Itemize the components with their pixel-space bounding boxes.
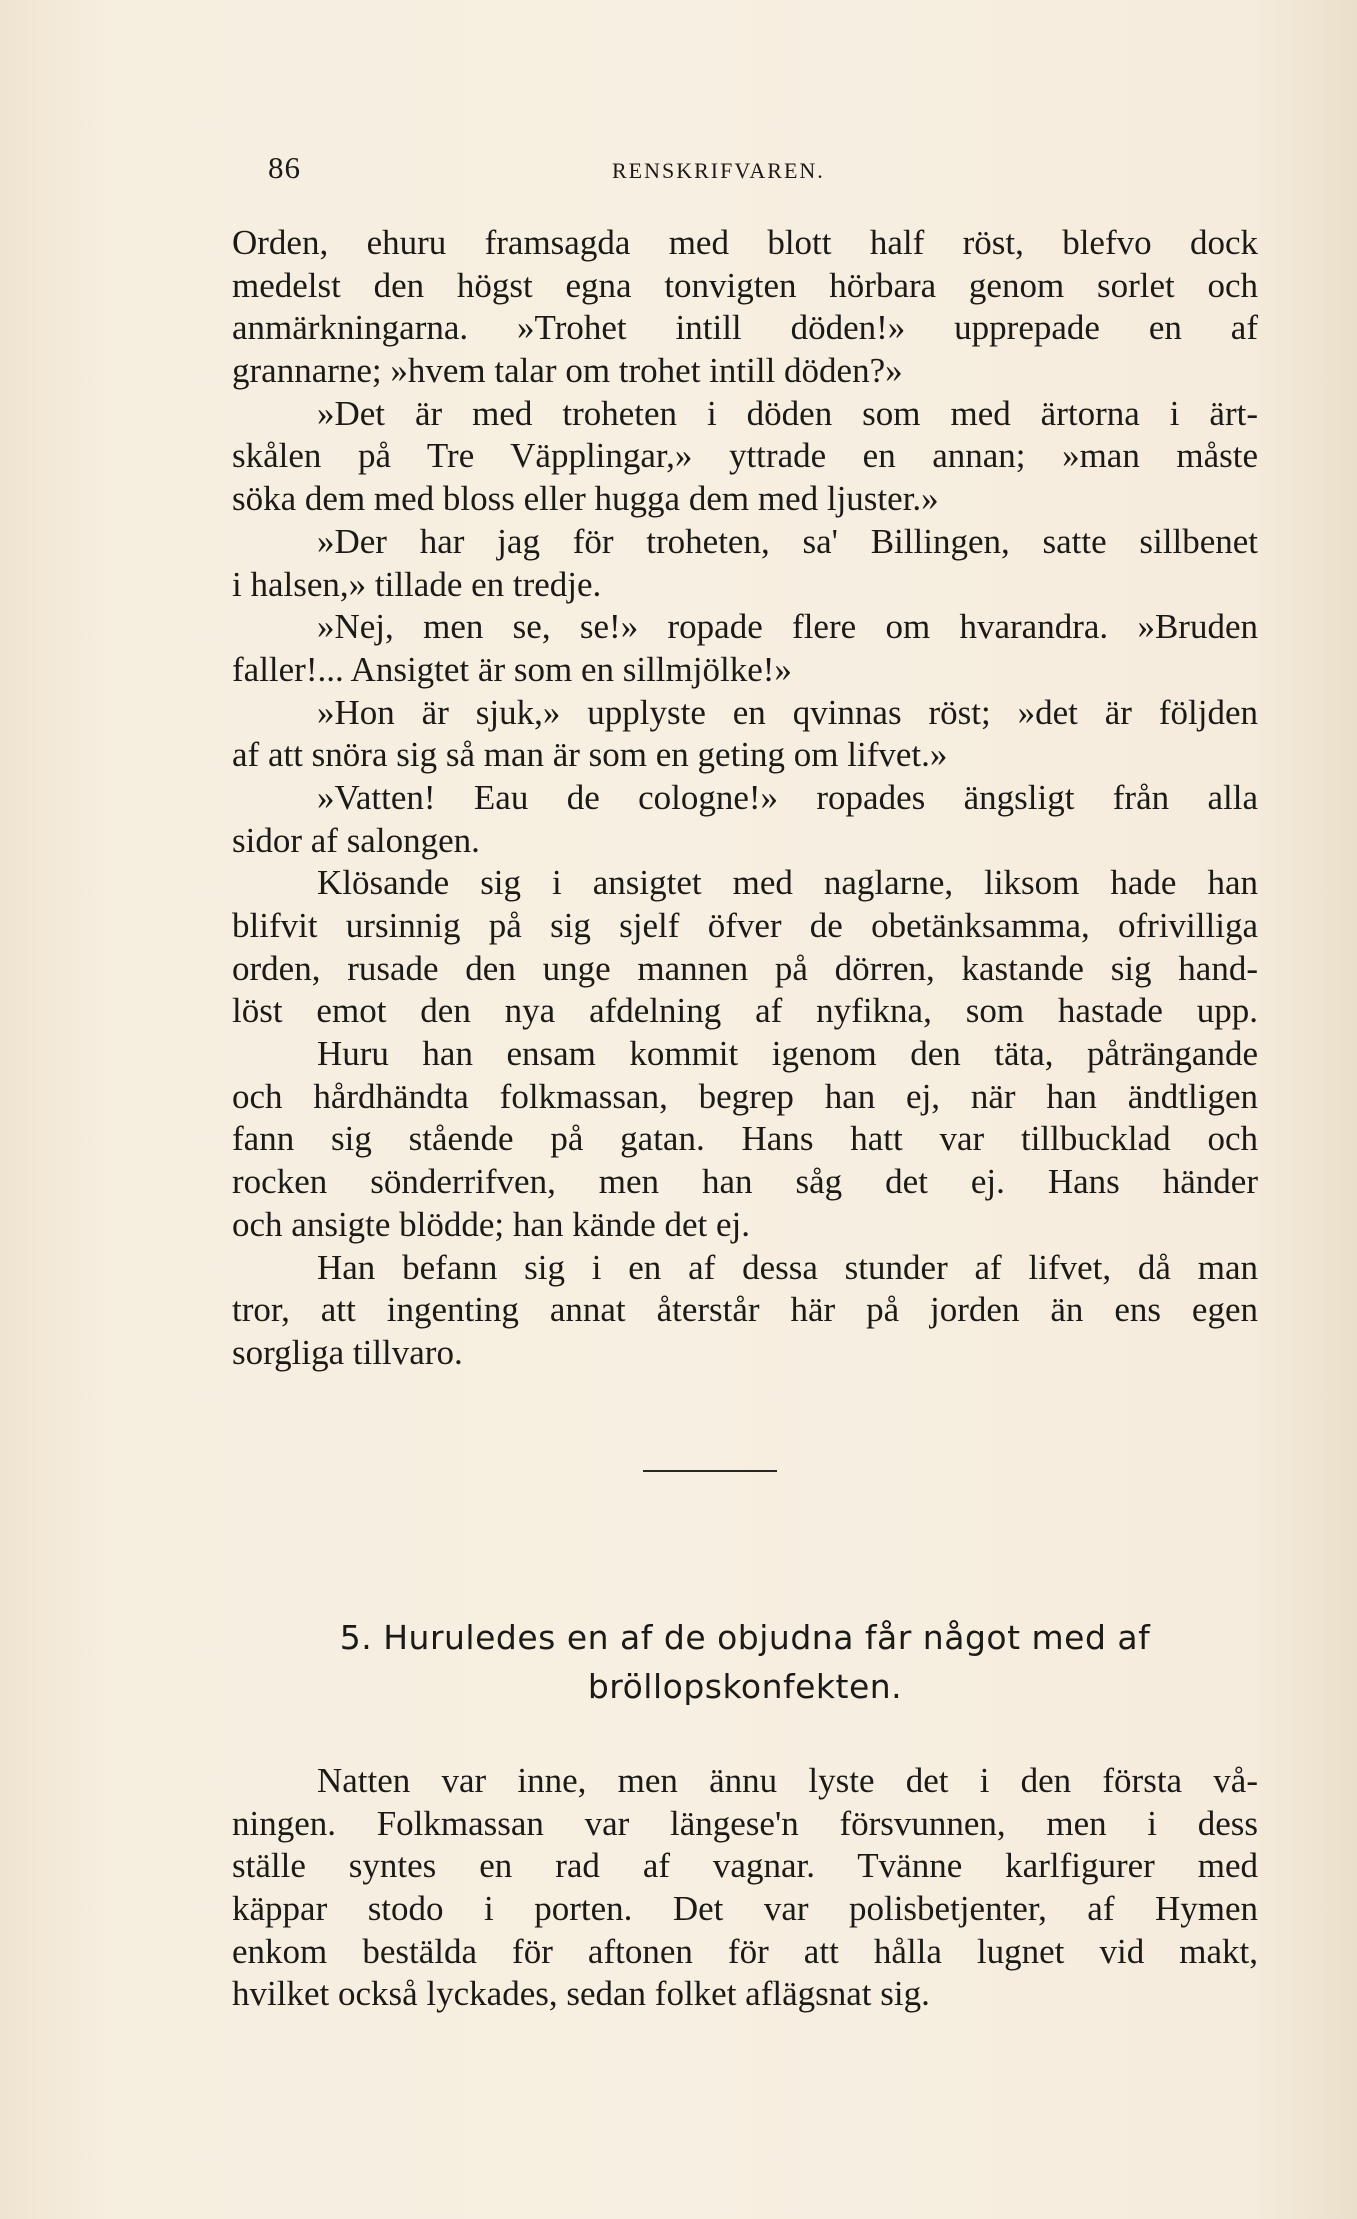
section-divider: [643, 1470, 777, 1472]
text-line: Klösande sig i ansigtet med naglarne, liksom hade han: [317, 863, 1258, 903]
text-line: och ansigte blödde; han kände det ej.: [232, 1204, 751, 1244]
text-line: af att snöra sig så man är som en geting om lifvet.»: [232, 735, 948, 775]
text-line: enkom bestälda för aftonen för att hålla lugnet vid makt,: [232, 1931, 1258, 1971]
text-line: anmärkningarna. »Trohet intill döden!» upprepade en af: [232, 308, 1258, 348]
text-line: orden, rusade den unge mannen på dörren, kastande sig hand-: [232, 948, 1258, 988]
text-line: »Det är med troheten i döden som med ärtorna i ärt-: [317, 393, 1258, 433]
text-line: »Nej, men se, se!» ropade flere om hvarandra. »Bruden: [317, 607, 1258, 647]
section-heading-continued: bröllopskonfekten.: [587, 1667, 903, 1706]
text-line: grannarne; »hvem talar om trohet intill döden?»: [232, 351, 903, 391]
section-heading: 5. Huruledes en af de objudna får något med af: [339, 1618, 1151, 1657]
text-line: skålen på Tre Väpplingar,» yttrade en annan; »man måste: [232, 436, 1258, 476]
text-line: ställe syntes en rad af vagnar. Tvänne karlfigurer med: [232, 1846, 1258, 1886]
text-line: och hårdhändta folkmassan, begrep han ej, när han ändtligen: [232, 1076, 1258, 1116]
text-line: »Hon är sjuk,» upplyste en qvinnas röst; »det är följden: [317, 692, 1258, 732]
text-line: Natten var inne, men ännu lyste det i den första vå-: [317, 1761, 1258, 1800]
section-body-text: [232, 1760, 1258, 2016]
text-line: Orden, ehuru framsagda med blott half röst, blefvo dock: [232, 223, 1258, 262]
page-header: [232, 150, 1258, 190]
text-line: Huru han ensam kommit igenom den täta, påträngande: [317, 1034, 1258, 1074]
text-line: sidor af salongen.: [232, 820, 480, 860]
text-line: tror, att ingenting annat återstår här på jorden än ens egen: [232, 1290, 1258, 1330]
text-line: sorgliga tillvaro.: [232, 1332, 463, 1372]
text-line: käppar stodo i porten. Det var polisbetjenter, af Hymen: [232, 1889, 1258, 1929]
text-line: medelst den högst egna tonvigten hörbara genom sorlet och: [232, 265, 1258, 305]
text-line: blifvit ursinnig på sig sjelf öfver de obetänksamma, ofrivilliga: [232, 906, 1258, 945]
text-line: löst emot den nya afdelning af nyfikna, som hastade upp.: [232, 991, 1258, 1031]
text-line: i halsen,» tillade en tredje.: [232, 564, 602, 604]
text-line: Han befann sig i en af dessa stunder af lifvet, då man: [317, 1247, 1258, 1287]
text-line: ningen. Folkmassan var längese'n försvunnen, men i dess: [232, 1803, 1258, 1843]
page-number: 86: [268, 150, 301, 185]
text-line: rocken sönderrifven, men han såg det ej. Hans händer: [232, 1162, 1258, 1202]
text-line: hvilket också lyckades, sedan folket aflägsnat sig.: [232, 1974, 930, 2014]
text-line: söka dem med bloss eller hugga dem med ljuster.»: [232, 479, 939, 519]
text-line: faller!... Ansigtet är som en sillmjölke!»: [232, 649, 792, 689]
chapter-body-text: [232, 222, 1258, 1375]
running-head: RENSKRIFVAREN.: [612, 158, 825, 183]
text-line: fann sig stående på gatan. Hans hatt var tillbucklad och: [232, 1119, 1258, 1159]
text-line: »Vatten! Eau de cologne!» ropades ängsligt från alla: [317, 777, 1258, 817]
text-line: »Der har jag för troheten, sa' Billingen, satte sillbenet: [317, 521, 1258, 561]
